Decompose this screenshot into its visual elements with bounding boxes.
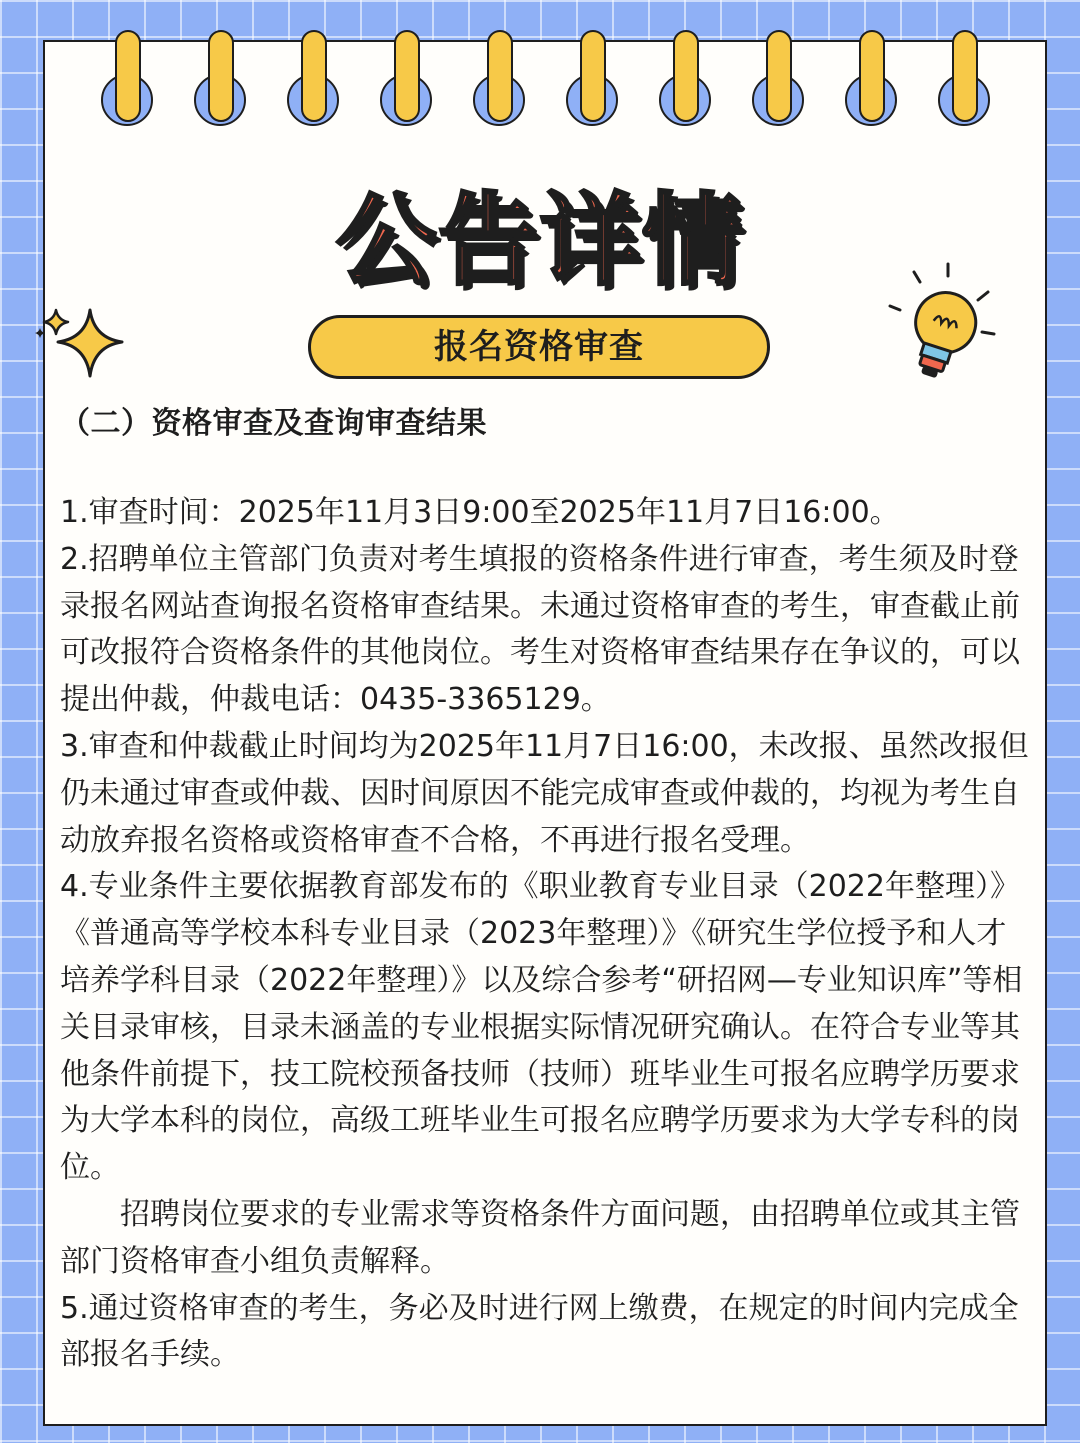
paragraph-review-time: 1.审查时间：2025年11月3日9:00至2025年11月7日16:00。 [60,495,900,530]
binder-ring-icon [837,30,907,120]
binder-ring-icon [186,30,256,120]
paragraph-interpretation: 招聘岗位要求的专业需求等资格条件方面问题，由招聘单位或其主管部门资格审查小组负责解释。 [60,1196,1020,1279]
lightbulb-icon [880,262,1010,392]
binder-ring-icon [372,30,442,120]
binder-ring-icon [93,30,163,120]
paragraph-deadline: 3.审查和仲裁截止时间均为2025年11月7日16:00，未改报、虽然改报但仍未通过审查或仲裁、因时间原因不能完成审查或仲裁的，均视为考生自动放弃报名资格或资格审查不合格，不再进行报名受理。 [60,728,1029,858]
notice-body [60,490,1035,1379]
paragraph-review-responsibility: 2.招聘单位主管部门负责对考生填报的资格条件进行审查，考生须及时登录报名网站查询报名资格审查结果。未通过资格审查的考生，审查截止前可改报符合资格条件的其他岗位。考生对资格审查结果存在争议的，可以提出仲裁，仲裁电话：0435-3365129。 [60,541,1020,718]
binder-ring-icon [651,30,721,120]
page-title: 公告详情 [336,182,744,299]
binder-ring-icon [465,30,535,120]
binder-ring-icon [279,30,349,120]
sparkle-icon [34,302,130,382]
paragraph-payment: 5.通过资格审查的考生，务必及时进行网上缴费，在规定的时间内完成全部报名手续。 [60,1290,1019,1373]
section-badge: 报名资格审查 [308,315,770,379]
section-heading: （二）资格审查及查询审查结果 [60,406,487,441]
binder-ring-icon [930,30,1000,120]
binder-ring-icon [744,30,814,120]
binder-ring-icon [558,30,628,120]
paragraph-major-conditions: 4.专业条件主要依据教育部发布的《职业教育专业目录（2022年整理）》《普通高等学校本科专业目录（2023年整理）》《研究生学位授予和人才培养学科目录（2022年整理）》以及综合参考“研招网—专业知识库”等相关目录审核，目录未涵盖的专业根据实际情况研究确认。在符合专业等其他条件前提下，技工院校预备技师（技师）班毕业生可报名应聘学历要求为大学本科的岗位，高级工班毕业生可报名应聘学历要求为大学专科的岗位。 [60,869,1023,1186]
